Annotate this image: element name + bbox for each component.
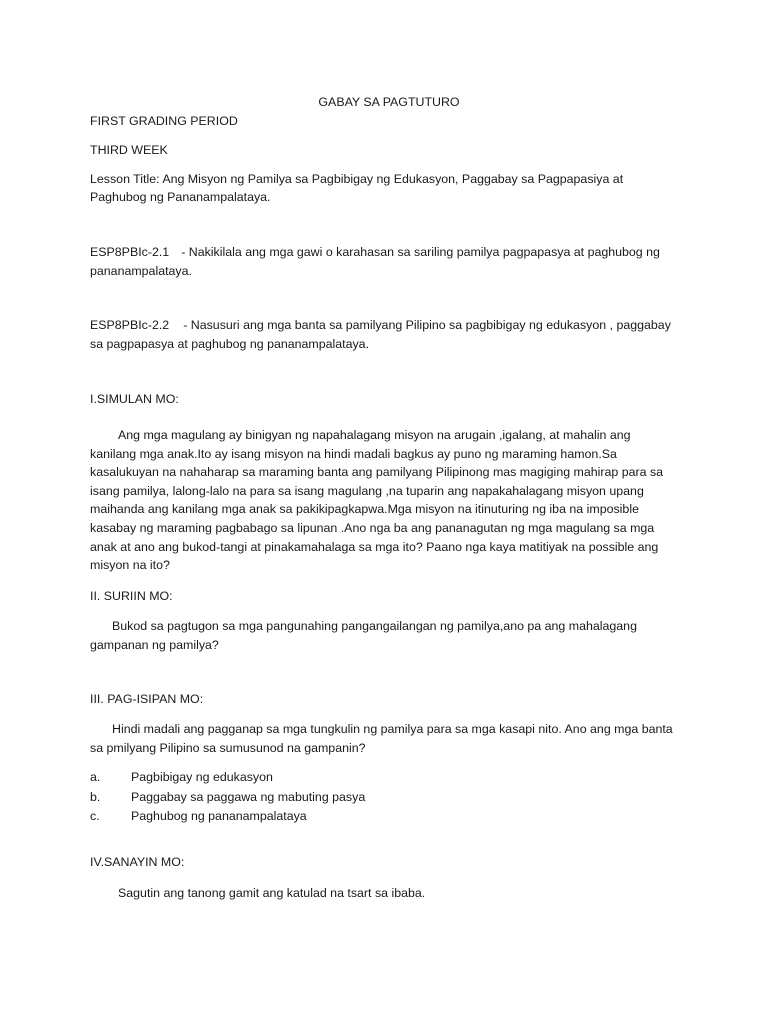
competency-code: ESP8PBIc-2.2 bbox=[90, 318, 170, 333]
section-heading-sanayin: IV.SANAYIN MO: bbox=[90, 855, 185, 870]
list-marker: b. bbox=[90, 789, 101, 804]
competency-text: - Nasusuri ang mga banta sa pamilyang Pilipino sa pagbibigay ng edukasyon , paggabay sa pagpapasya at paghubog ng pananampalataya. bbox=[90, 318, 671, 351]
section-heading-suriin: II. SURIIN MO: bbox=[90, 588, 173, 603]
list-item bbox=[90, 788, 680, 807]
document-page bbox=[90, 93, 680, 902]
section-body-pagisipan: Hindi madali ang pagganap sa mga tungkulin ng pamilya para sa mga kasapi nito. Ano ang mga banta sa pmilyang Pilipino sa sumusunod na gampanin? bbox=[90, 722, 673, 755]
grading-period: FIRST GRADING PERIOD bbox=[90, 113, 238, 128]
list-item-text: Paghubog ng pananampalataya bbox=[131, 809, 307, 824]
list-item-text: Paggabay sa paggawa ng mabuting pasya bbox=[131, 789, 366, 804]
list-marker: c. bbox=[90, 809, 100, 824]
list-item bbox=[90, 807, 680, 826]
document-title: GABAY SA PAGTUTURO bbox=[318, 95, 460, 109]
competency-text: - Nakikilala ang mga gawi o karahasan sa sariling pamilya pagpapasya at paghubog ng pananampalataya. bbox=[90, 244, 660, 278]
list-marker: a. bbox=[90, 770, 101, 785]
section-body-simulan: Ang mga magulang ay binigyan ng napahalagang misyon na arugain ,igalang, at mahalin ang kanilang mga anak.Ito ay isang misyon na hindi madali bagkus ay puno ng maraming hamon.Sa kasalukuyan na nahaharap sa maraming banta ang pamilyang Pilipinong mas magiging mahirap para sa isang pamilya, lalong-lalo na para sa isang magulang ,na tuparin ang napakahalagang misyon upang maihanda ang kanilang mga anak sa pakikipagkapwa.Mga misyon na itinuturing ng iba na imposible kasabay ng maraming pagbabago sa lipunan .Ano nga ba ang pananagutan ng mga magulang sa mga anak at ano ang bukod-tangi at pinakamahalaga sa mga ito? Paano nga kaya matitiyak na possible ang misyon na ito? bbox=[90, 427, 664, 573]
competency-code: ESP8PBIc-2.1 bbox=[90, 244, 170, 259]
lesson-title: Lesson Title: Ang Misyon ng Pamilya sa Pagbibigay ng Edukasyon, Paggabay sa Pagpapasiya at Paghubog ng Pananampalataya. bbox=[90, 171, 624, 205]
competency-2 bbox=[90, 316, 680, 353]
gampanin-list bbox=[90, 768, 680, 826]
section-body-suriin: Bukod sa pagtugon sa mga pangunahing pangangailangan ng pamilya,ano pa ang mahalagang gampanan ng pamilya? bbox=[90, 619, 637, 652]
section-body-sanayin: Sagutin ang tanong gamit ang katulad na tsart sa ibaba. bbox=[118, 885, 426, 900]
week-label: THIRD WEEK bbox=[90, 143, 168, 158]
section-heading-simulan: I.SIMULAN MO: bbox=[90, 392, 179, 407]
list-item-text: Pagbibigay ng edukasyon bbox=[131, 770, 273, 785]
competency-1 bbox=[90, 243, 680, 280]
section-heading-pagisipan: III. PAG-ISIPAN MO: bbox=[90, 692, 204, 707]
list-item bbox=[90, 768, 680, 787]
